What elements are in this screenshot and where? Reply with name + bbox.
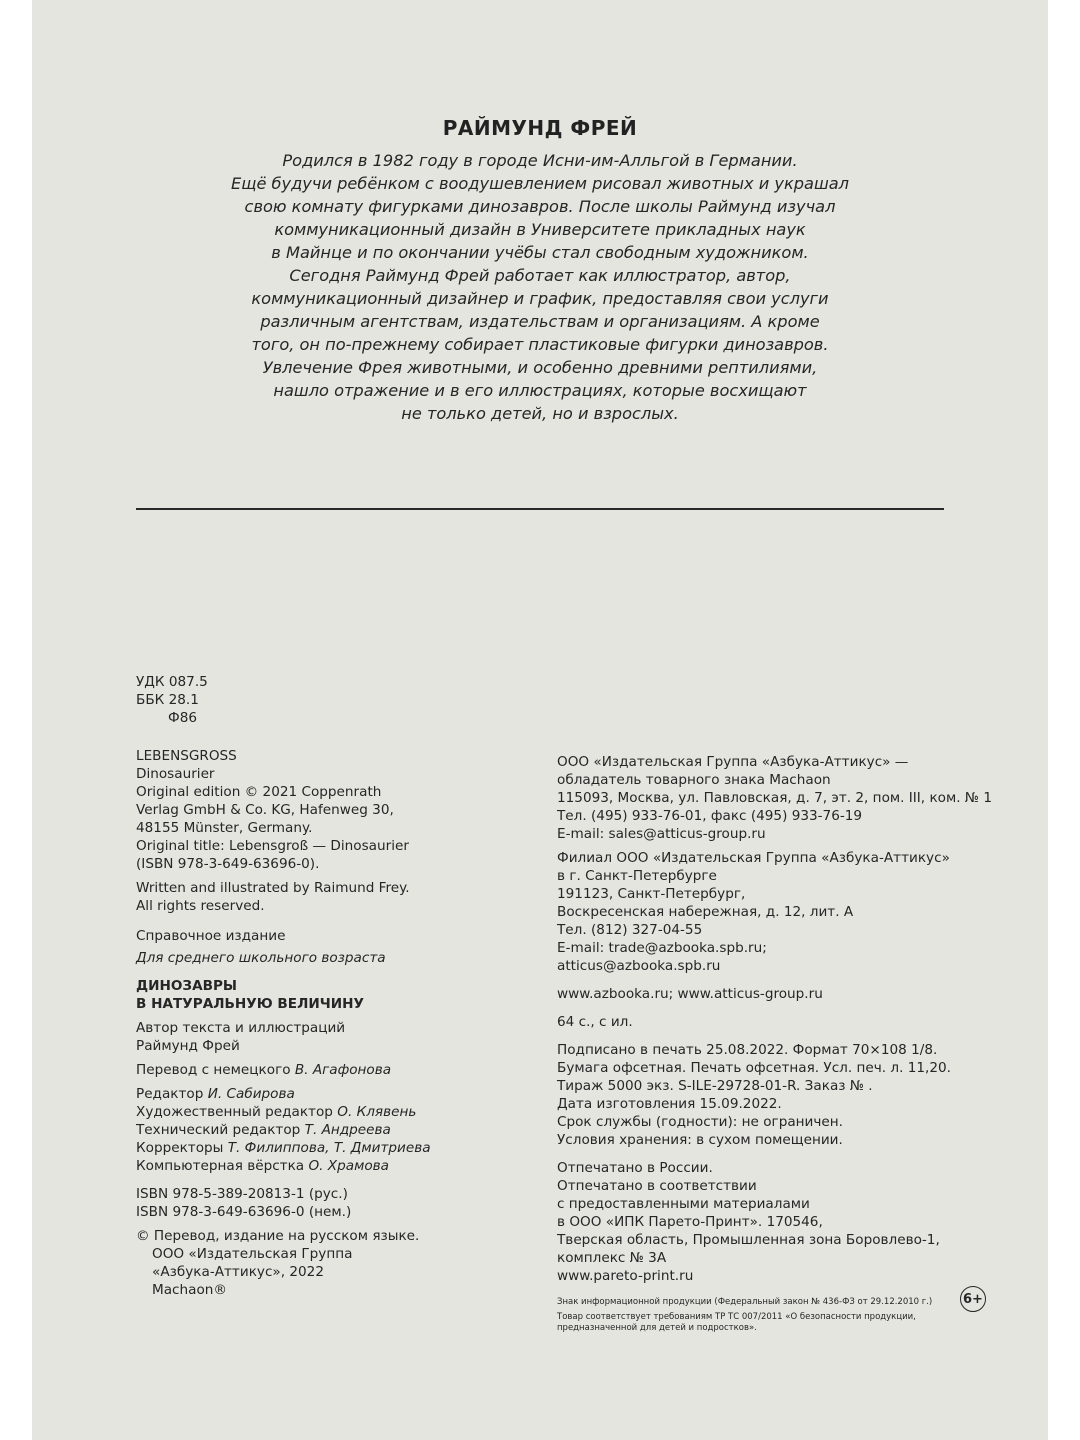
branch-line: Филиал ООО «Издательская Группа «Азбука-Аттикус» [557,850,950,866]
credit-name: И. Сабирова [207,1086,295,1102]
publisher-line: 115093, Москва, ул. Павловская, д. 7, эт. 2, пом. III, ком. № 1 [557,790,992,806]
credit-role: Художественный редактор [136,1104,333,1120]
branch-line: Тел. (812) 327-04-55 [557,922,703,938]
print-info-line: Срок службы (годности): не ограничен. [557,1114,843,1130]
copyright-line: «Азбука-Аттикус», 2022 [152,1264,324,1280]
copyright-line: Machaon® [152,1282,228,1298]
publisher-line: E-mail: sales@atticus-group.ru [557,826,766,842]
printed-line: комплекс № 3А [557,1250,667,1266]
author-name: Раймунд Фрей [136,1038,240,1054]
printed-line: с предоставленными материалами [557,1196,810,1212]
bio-line: Сегодня Раймунд Фрей работает как иллюстратор, автор, [289,266,791,285]
book-title-line: В НАТУРАЛЬНУЮ ВЕЛИЧИНУ [136,996,364,1012]
credit-line [136,1139,536,1157]
bio-line: нашло отражение и в его иллюстрациях, которые восхищают [273,381,807,400]
websites: www.azbooka.ru; www.atticus-group.ru [557,986,823,1002]
credit-name: О. Клявень [337,1104,417,1120]
original-info-line: Original edition © 2021 Coppenrath [136,784,382,800]
credit-role: Компьютерная вёрстка [136,1158,305,1174]
print-info-line: Бумага офсетная. Печать офсетная. Усл. печ. л. 11,20. [557,1060,951,1076]
translation-label: Перевод с немецкого [136,1062,291,1078]
info-product-sign: Знак информационной продукции (Федеральный закон № 436-ФЗ от 29.12.2010 г.) [557,1297,933,1307]
page-count: 64 с., с ил. [557,1014,633,1030]
printed-line: www.pareto-print.ru [557,1268,694,1284]
imprint-right-column [557,753,997,1285]
legal-notice [557,1297,947,1334]
author-bio [32,113,1048,425]
bio-line: свою комнату фигурками динозавров. После школы Раймунд изучал [244,197,836,216]
credit-role: Технический редактор [136,1122,301,1138]
bbk-code: ББК 28.1 [136,692,199,708]
book-title-line: ДИНОЗАВРЫ [136,978,238,994]
print-info-line: Подписано в печать 25.08.2022. Формат 70×108 1/8. [557,1042,938,1058]
branch-line: Воскресенская набережная, д. 12, лит. А [557,904,854,920]
imprint-left-column [136,673,536,1299]
rights-line: Written and illustrated by Raimund Frey. [136,880,410,896]
printed-line: Тверская область, Промышленная зона Боровлево-1, [557,1232,940,1248]
author-label: Автор текста и иллюстраций [136,1020,346,1036]
branch-line: E-mail: trade@azbooka.spb.ru; [557,940,767,956]
credit-name: О. Храмова [308,1158,389,1174]
age-rating-badge: 6+ [960,1286,986,1312]
publisher-line: ООО «Издательская Группа «Азбука-Аттикус» — [557,754,909,770]
credit-role: Редактор [136,1086,204,1102]
original-info-line: Verlag GmbH & Co. KG, Hafenweg 30, [136,802,394,818]
translation-credit [136,1061,536,1079]
branch-line: 191123, Санкт-Петербург, [557,886,746,902]
bio-line: различным агентствам, издательствам и организациям. А кроме [260,312,820,331]
credit-name: Т. Филиппова, Т. Дмитриева [227,1140,431,1156]
credit-line [136,1103,536,1121]
print-info-line: Тираж 5000 экз. S-ILE-29728-01-R. Заказ № . [557,1078,873,1094]
author-mark: Ф86 [168,710,197,726]
branch-line: в г. Санкт-Петербурге [557,868,717,884]
original-info-line: 48155 Münster, Germany. [136,820,313,836]
publisher-line: обладатель товарного знака Machaon [557,772,831,788]
isbn-line: ISBN 978-5-389-20813-1 (рус.) [136,1186,348,1202]
bio-line: Ещё будучи ребёнком с воодушевлением рисовал животных и украшал [230,174,850,193]
credit-line [136,1157,536,1175]
publisher-line: Тел. (495) 933-76-01, факс (495) 933-76-19 [557,808,863,824]
copyright-line: ООО «Издательская Группа [152,1246,353,1262]
bio-line: коммуникационный дизайн в Университете прикладных наук [274,220,806,239]
credit-name: Т. Андреева [304,1122,391,1138]
credit-line [136,1121,536,1139]
printed-line: Отпечатано в соответствии [557,1178,757,1194]
bio-line: не только детей, но и взрослых. [401,404,679,423]
rights-line: All rights reserved. [136,898,265,914]
audience-note: Для среднего школьного возраста [136,950,386,966]
original-info-line: LEBENSGROSS [136,748,237,764]
bio-line: того, он по-прежнему собирает пластиковые фигурки динозавров. [251,335,829,354]
credit-line [136,1085,536,1103]
bio-line: в Майнце и по окончании учёбы стал свободным художником. [271,243,809,262]
printed-line: Отпечатано в России. [557,1160,713,1176]
copyright-line: © Перевод, издание на русском языке. [136,1228,420,1244]
original-info-line: (ISBN 978-3-649-63696-0). [136,856,320,872]
translator-name: В. Агафонова [294,1062,392,1078]
bio-line: Родился в 1982 году в городе Исни-им-Алльгой в Германии. [282,151,798,170]
original-info-line: Original title: Lebensgroß — Dinosaurier [136,838,409,854]
divider-rule [136,508,944,510]
original-info-line: Dinosaurier [136,766,215,782]
branch-line: atticus@azbooka.spb.ru [557,958,721,974]
printed-line: в ООО «ИПК Парето-Принт». 170546, [557,1214,823,1230]
print-info-line: Условия хранения: в сухом помещении. [557,1132,843,1148]
tr-compliance-line: Товар соответствует требованиям ТР ТС 007/2011 «О безопасности продукции, [557,1312,916,1322]
book-page [32,0,1048,1440]
credit-role: Корректоры [136,1140,224,1156]
bio-line: коммуникационный дизайнер и график, предоставляя свои услуги [251,289,829,308]
tr-compliance-line: предназначенной для детей и подростков». [557,1323,757,1333]
bio-line: Увлечение Фрея животными, и особенно древними рептилиями, [262,358,818,377]
author-name-heading: РАЙМУНД ФРЕЙ [442,116,638,140]
udk-code: УДК 087.5 [136,674,208,690]
print-info-line: Дата изготовления 15.09.2022. [557,1096,782,1112]
edition-type: Справочное издание [136,928,286,944]
isbn-line: ISBN 978-3-649-63696-0 (нем.) [136,1204,352,1220]
